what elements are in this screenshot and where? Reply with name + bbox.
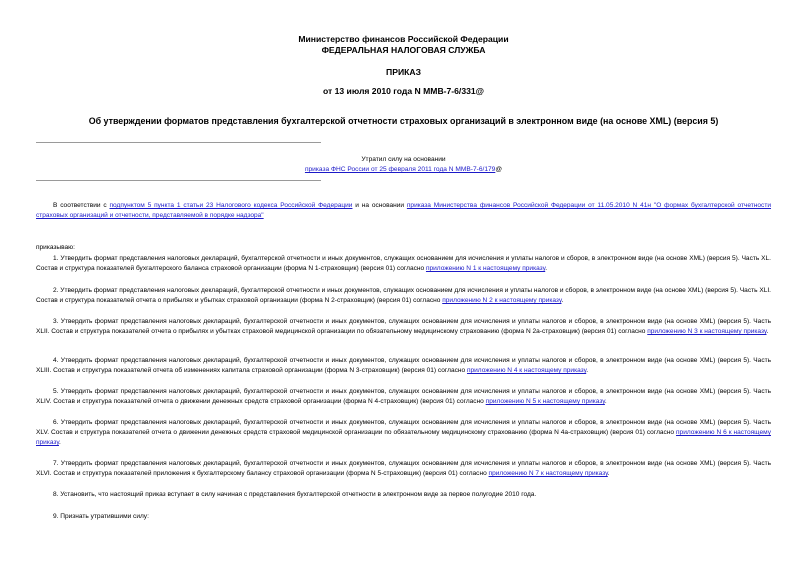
item-end: .	[561, 297, 564, 305]
item-end: .	[604, 398, 607, 406]
order-item-8: 8. Установить, что настоящий приказ вступает в силу начиная с представления бухгалтерской отчетности в электронном виде за первое полугодие 2010 года.	[53, 491, 537, 498]
document-title: Об утверждении форматов представления бухгалтерской отчетности страховых организаций в электронном виде (на основе XML) (версия 5)	[88, 116, 719, 126]
service-heading: ФЕДЕРАЛЬНАЯ НАЛОГОВАЯ СЛУЖБА	[321, 45, 486, 55]
item-text: 2. Утвердить формат представления налоговых деклараций, бухгалтерской отчетности и иных документов, служащих основанием для исчисления и уплаты налогов и сборов, в электронном виде (на основе XML) (версия 5). Часть XLI. Состав и структура показателей отчета о прибылях и убытках страховой организации (форма N 2-страховщик) (версия 01) согласно	[36, 287, 771, 305]
divider-bottom	[36, 180, 321, 181]
preamble-text: и на основании	[352, 202, 407, 209]
appendix-3-link[interactable]: приложению N 3 к настоящему приказу	[647, 328, 767, 336]
item-end: .	[586, 367, 589, 375]
appendix-4-link[interactable]: приложению N 4 к настоящему приказу	[466, 367, 587, 375]
item-text: 1. Утвердить формат представления налоговых деклараций, бухгалтерской отчетности и иных документов, служащих основанием для исчисления и уплаты налогов и сборов, в электронном виде (на основе XML) (версия 5). Часть XL. Состав и структура показателей бухгалтерского баланса страховой организации (форма N 1-страховщик) (версия 01) согласно	[36, 255, 771, 273]
item-text: 5. Утвердить формат представления налоговых деклараций, бухгалтерской отчетности и иных документов, служащих основанием для исчисления и уплаты налогов и сборов, в электронном виде (на основе XML) (версия 5). Часть XLIV. Состав и структура показателей отчета о движении денежных средств страховой организации (форма N 4-страховщик) (версия 01) согласно	[36, 388, 771, 406]
item-end: .	[58, 439, 61, 447]
date-number-heading: от 13 июля 2010 года N ММВ-7-6/331@	[322, 86, 485, 96]
item-text: 6. Утвердить формат представления налоговых деклараций, бухгалтерской отчетности и иных документов, служащих основанием для исчисления и уплаты налогов и сборов, в электронном виде (на основе XML) (версия 5). Часть XLV. Состав и структура показателей отчета о движении денежных средств страховой медицинской организации по обязательному медицинскому страхованию (форма N 4а-страховщик) (версия 01) согласно	[36, 419, 771, 437]
order-item-1	[36, 254, 771, 274]
item-text: 7. Утвердить формат представления налоговых деклараций, бухгалтерской отчетности и иных документов, служащих основанием для исчисления и уплаты налогов и сборов, в электронном виде (на основе XML) (версия 5). Часть XLVI. Состав и структура показателей приложения к бухгалтерскому балансу страховой организации (форма N 5-страховщик) (версия 01) согласно	[36, 460, 771, 478]
appendix-5-link[interactable]: приложению N 5 к настоящему приказу	[485, 398, 605, 406]
ministry-heading: Министерство финансов Российской Федерации	[298, 34, 509, 44]
tax-code-link[interactable]: подпунктом 5 пункта 1 статьи 23 Налогового кодекса Российской Федерации	[109, 202, 353, 209]
item-end: .	[766, 328, 769, 336]
appendix-7-link[interactable]: приложению N 7 к настоящему приказу	[488, 470, 608, 478]
item-text: 3. Утвердить формат представления налоговых деклараций, бухгалтерской отчетности и иных документов, служащих основанием для исчисления и уплаты налогов и сборов, в электронном виде (на основе XML) (версия 5). Часть XLII. Состав и структура показателей отчета о прибылях и убытках страховой медицинской организации по обязательному медицинскому страхованию (форма N 2а-страховщик) (версия 01) согласно	[36, 318, 771, 336]
order-item-6	[36, 418, 771, 449]
order-word: приказываю:	[36, 244, 75, 251]
item-end: .	[607, 470, 610, 478]
order-item-7	[36, 459, 771, 479]
status-note-line: Утратил силу на основании	[361, 156, 446, 163]
appendix-6-link[interactable]: приложению N 6 к настоящему приказу	[36, 429, 771, 447]
item-text: 4. Утвердить формат представления налоговых деклараций, бухгалтерской отчетности и иных документов, служащих основанием для исчисления и уплаты налогов и сборов, в электронном виде (на основе XML) (версия 5). Часть XLIII. Состав и структура показателей отчета об изменениях капитала страховой организации (форма N 3-страховщик) (версия 01) согласно	[36, 357, 771, 375]
order-item-3	[36, 317, 771, 337]
order-item-2	[36, 286, 771, 306]
status-note-reference	[0, 165, 807, 175]
repealing-order-link[interactable]: приказа ФНС России от 25 февраля 2011 года N ММВ-7-6/179	[304, 166, 496, 173]
appendix-2-link[interactable]: приложению N 2 к настоящему приказу	[442, 297, 562, 305]
minfin-order-link[interactable]: приказа Министерства финансов Российской Федерации от 11.05.2010 N 41н "О формах бухгалтерской отчетности страховых организаций и отчетности, представляемой в порядке надзора"	[36, 202, 771, 220]
status-note-suffix: @	[495, 166, 503, 173]
doc-type-heading: ПРИКАЗ	[386, 67, 421, 77]
preamble-paragraph	[36, 201, 771, 221]
item-end: .	[545, 265, 548, 273]
order-item-5	[36, 387, 771, 407]
appendix-1-link[interactable]: приложению N 1 к настоящему приказу	[425, 265, 546, 273]
order-item-9: 9. Признать утратившими силу:	[53, 513, 149, 520]
order-item-4	[36, 356, 771, 376]
preamble-text: В соответствии с	[53, 202, 110, 209]
divider-top	[36, 142, 321, 143]
